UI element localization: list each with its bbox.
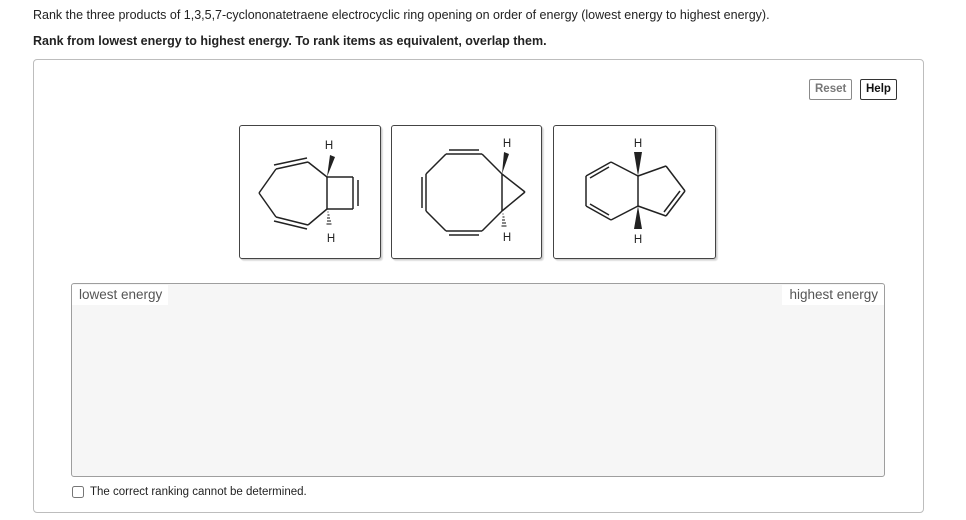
atom-label-h: H (502, 138, 512, 150)
wedge-bond (327, 155, 335, 177)
ranking-drop-zone[interactable] (71, 283, 885, 477)
molecule-structure-2 (392, 126, 543, 260)
help-button[interactable]: Help (860, 79, 897, 100)
molecule-structure-1 (240, 126, 382, 260)
cannot-determine-checkbox[interactable] (72, 486, 84, 498)
ranking-panel (33, 59, 924, 513)
molecule-structure-3 (554, 126, 717, 260)
wedge-bond (634, 206, 642, 229)
atom-label-h: H (633, 234, 643, 246)
molecule-card-3[interactable] (553, 125, 716, 259)
atom-label-h: H (324, 140, 334, 152)
highest-energy-label: highest energy (782, 285, 884, 305)
molecule-card-1[interactable] (239, 125, 381, 259)
question-prompt: Rank the three products of 1,3,5,7-cyclononatetraene electrocyclic ring opening on order of energy (lowest energy to highest energy). (33, 8, 770, 22)
reset-button[interactable]: Reset (809, 79, 852, 100)
atom-label-h: H (633, 138, 643, 150)
wedge-bond (502, 152, 509, 174)
wedge-bond (634, 152, 642, 176)
molecule-card-2[interactable] (391, 125, 542, 259)
cannot-determine-option[interactable] (72, 486, 307, 498)
atom-label-h: H (326, 233, 336, 245)
lowest-energy-label: lowest energy (72, 285, 168, 305)
ranking-instruction: Rank from lowest energy to highest energy. To rank items as equivalent, overlap them. (33, 34, 547, 48)
atom-label-h: H (502, 232, 512, 244)
hash-bond (502, 214, 507, 226)
hash-bond (327, 212, 332, 224)
cannot-determine-label: The correct ranking cannot be determined. (90, 486, 307, 498)
